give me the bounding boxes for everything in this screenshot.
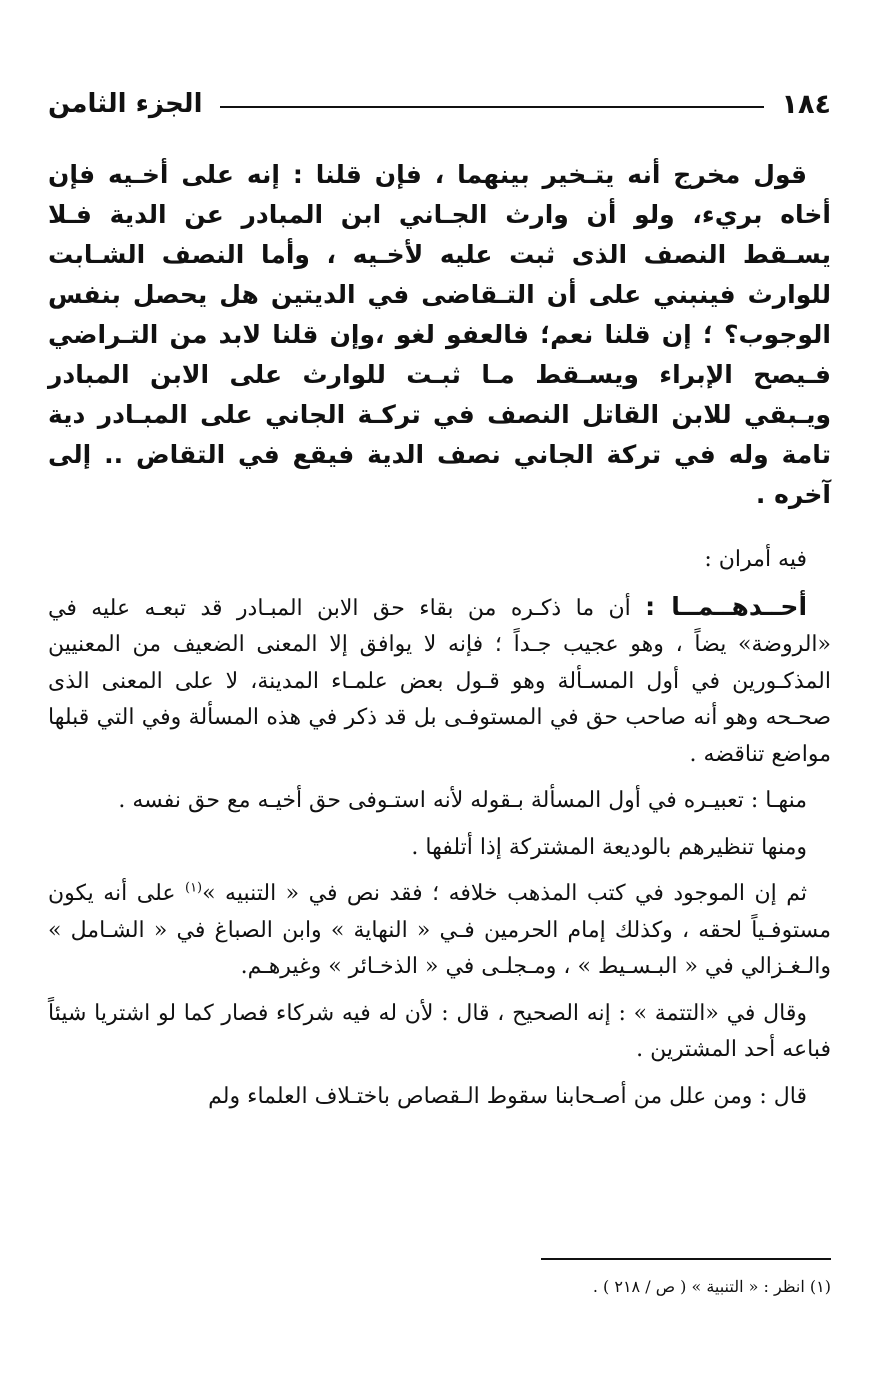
footnote: (١) انظر : « التنبية » ( ص / ٢١٨ ) . — [592, 1277, 831, 1296]
minha-second-paragraph: ومنها تنظيرهم بالوديعة المشتركة إذا أتلفها . — [411, 834, 807, 860]
footnote-reference: (١) — [184, 880, 203, 896]
page-number: ١٨٤ — [781, 88, 831, 120]
body-text — [48, 542, 831, 1125]
thumma-paragraph — [48, 876, 831, 986]
header-rule — [220, 106, 763, 108]
book-page — [48, 62, 831, 1362]
footnote-rule — [541, 1258, 831, 1260]
first-matter-lead: أحــدهــمــا : — [645, 591, 808, 621]
minha-first-paragraph: منهـا : تعبيـره في أول المسألة بـقوله لأنه استـوفى حق أخيـه مع حق نفسه . — [118, 788, 807, 813]
tatimma-paragraph: وقال في «التتمة » : إنه الصحيح ، قال : لأن له فيه شركاء فصار كما لو اشتريا شيئاً فباعه أحد المشترين . — [48, 1000, 831, 1062]
thumma-text-after: على أنه يكون مستوفـياً لحقه ، وكذلك إمام الحرمين فـي « النهاية » وابن الصباغ في « الشـامل » والـغـزالي في « البـسـيط » ، ومـجلـى في « الذخـائر » وغيرهـم. — [48, 881, 831, 979]
thumma-text-before: ثم إن الموجود في كتب المذهب خلافه ؛ فقد نص في « التنبيه » — [202, 881, 807, 906]
running-title: الجزء الثامن — [48, 89, 203, 119]
qala-paragraph: قال : ومن علل من أصـحابنا سقوط الـقصاص باختـلاف العلماء ولم — [208, 1083, 807, 1109]
first-matter-text: أن ما ذكـره من بقاء حق الابن المبـادر قد تبعـه عليه في «الروضة» يضاً ، وهو عجيب جـداً ؛ فإنه لا يوافق إلا المعنى الضعيف من المعنيين المذكـورين في أول المسـألة وهو قـول بعض علمـاء المدينة، لا على المعنى الذى صحـحه وهو أنه صاحب حق في المستوفـى بل قد ذكر في هذه المسألة وفي التي قبلها مواضع تناقضه . — [48, 595, 832, 767]
intro-line: فيه أمران : — [704, 547, 807, 572]
first-matter-paragraph — [48, 589, 831, 774]
page-header — [48, 82, 831, 126]
opening-paragraph: قول مخرج أنه يتـخير بينهما ، فإن قلنا : إنه على أخـيه فإن أخاه بريء، ولو أن وارث الجـاني ابن المبادر عن الدية فـلا يسـقط النصف الذى ثبت عليه لأخـيه ، وأما النصف الشـابت للوارث فينبني على أن التـقاضى في الديتين هل يحصل بنفس الوجوب؟ ؛ إن قلنا نعم؛ فالعفو لغو ،وإن قلنا لابد من التـراضي فـيصح الإبراء ويسـقط مـا ثبـت للوارث على الابن المبادر ويـبقي للابن القاتل النصف في تركـة الجاني على المبـادر دية تامة وله في تركة الجاني نصف الدية فيقع في التقاض .. إلى آخره . — [48, 160, 831, 509]
